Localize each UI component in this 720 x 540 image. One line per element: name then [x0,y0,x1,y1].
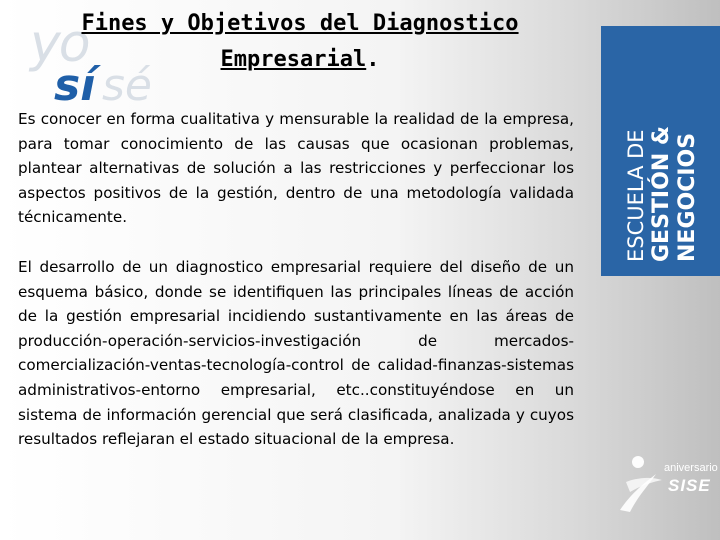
logo-se-text: sé [102,60,152,111]
anniversary-label: aniversario [664,462,718,474]
slide-title [40,6,560,78]
school-name-line-1: ESCUELA DE [624,129,648,262]
swoosh-figure-icon [612,452,668,522]
logo-yo-text: yo [30,14,89,74]
title-line-2: Empresarial [220,47,367,72]
school-banner [601,26,720,276]
anniversary-sise-logo [612,452,720,522]
school-name-line-2: GESTIÓN & [649,125,674,262]
paragraph-development: El desarrollo de un diagnostico empresarial requiere del diseño de un esquema básico, donde se identifiquen las principales líneas de acción de la gestión empresarial incidiendo sustantivamente en las áreas de producción-operación-servicios-investigación de mercados-comercialización-ventas-tecnología-control de calidad-finanzas-sistemas administrativos-entorno empresarial, etc..constituyéndose en un sistema de información gerencial que será clasificada, analizada y cuyos resultados reflejaran el estado situacional de la empresa. [18,258,574,449]
title-period: . [366,47,380,72]
school-name [623,22,701,262]
title-line-1: Fines y Objetivos del Diagnostico [81,11,519,36]
logo-si-text: sí [54,60,96,111]
school-name-line-3: NEGOCIOS [675,132,700,262]
sise-brand: SISE [668,476,711,495]
paragraph-definition: Es conocer en forma cualitativa y mensurable la realidad de la empresa, para tomar conocimiento de las causas que ocasionan problemas, plantear alternativas de solución a las restricciones y perfeccionar los aspectos positivos de la gestión, dentro de una metodología validada técnicamente. [18,110,574,227]
